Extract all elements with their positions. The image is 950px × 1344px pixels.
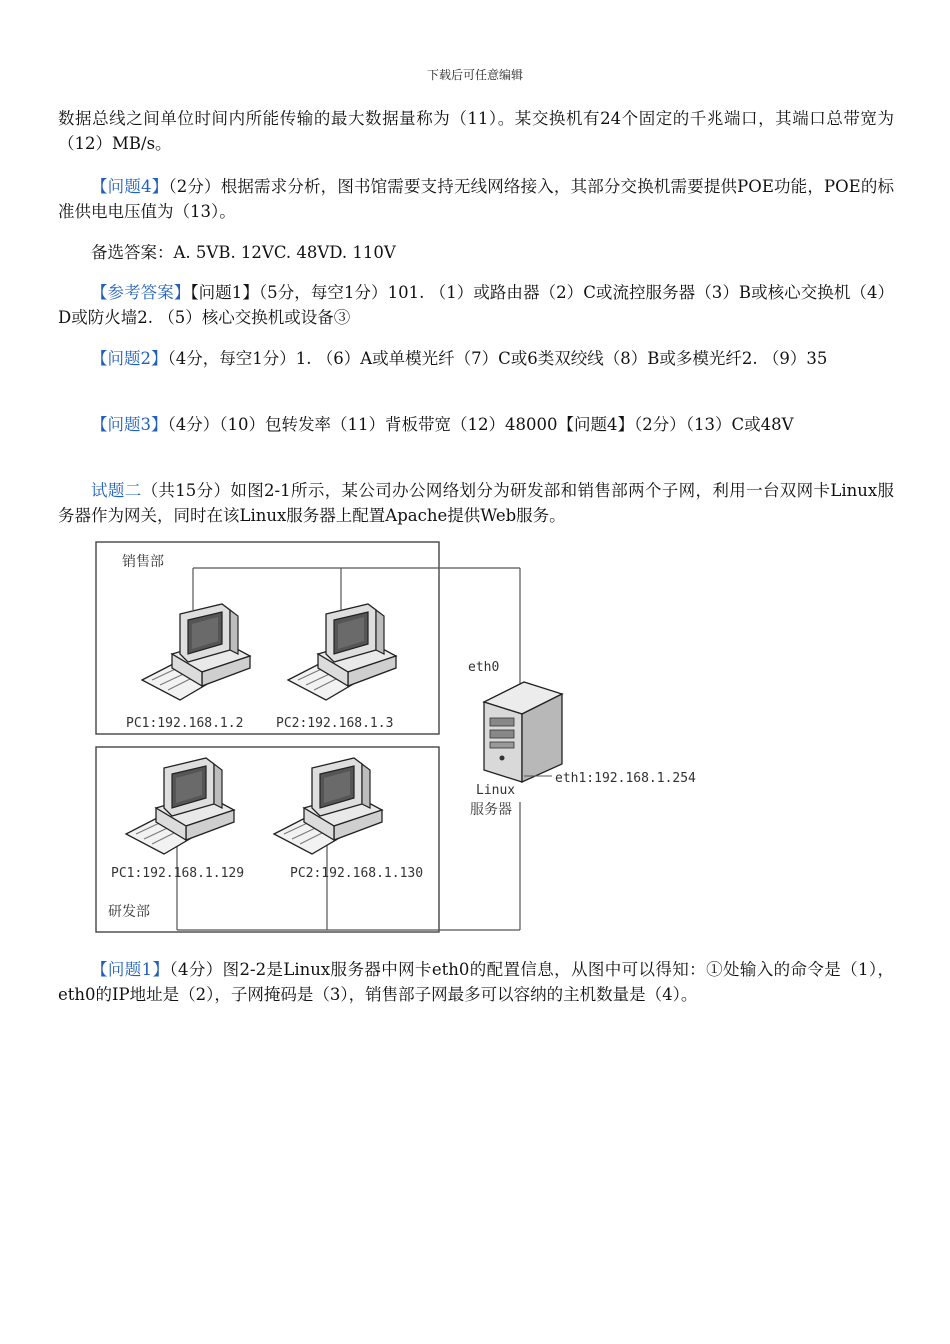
rd-dept-label: 研发部 xyxy=(108,904,150,920)
question-tag: 【参考答案】 xyxy=(91,283,191,302)
pc-sales-1-label: PC1:192.168.1.2 xyxy=(126,716,244,731)
paragraph-bus-bandwidth xyxy=(58,106,894,156)
paragraph-text: （4分）图2-2是Linux服务器中网卡eth0的配置信息，从图中可以得知：①处输入的命令是（1），eth0的IP地址是（2），子网掩码是（3），销售部子网最多可以容纳的主机数量是（4）。 xyxy=(58,960,894,1004)
paragraph-question-4 xyxy=(58,174,894,224)
pc-rd-2-icon xyxy=(274,758,382,854)
network-diagram xyxy=(94,538,714,938)
server-label-line1: Linux xyxy=(476,783,516,798)
pc-rd-1-icon xyxy=(126,758,234,854)
question-tag: 【问题1】 xyxy=(91,960,170,979)
paragraph-text: （4分）（10）包转发率（11）背板带宽（12）48000【问题4】（2分）（13）C或48V xyxy=(167,415,794,434)
eth1-label: eth1:192.168.1.254 xyxy=(555,771,696,786)
paragraph-reference-answer xyxy=(58,280,894,330)
paragraph-text: （共15分）如图2-1所示，某公司办公网络划分为研发部和销售部两个子网，利用一台双网卡Linux服务器作为网关，同时在该Linux服务器上配置Apache提供Web服务。 xyxy=(58,481,895,525)
paragraph-text: 备选答案：A. 5VB. 12VC. 48VD. 110V xyxy=(91,243,396,262)
pc-rd-2-label: PC2:192.168.1.130 xyxy=(290,866,424,881)
paragraph-text: 【问题1】（5分，每空1分）101. （1）或路由器（2）C或流控服务器（3）B或核心交换机（4）D或防火墙2. （5）核心交换机或设备③ xyxy=(58,283,895,327)
network-diagram-svg xyxy=(94,538,714,938)
page-header: 下载后可任意编辑 xyxy=(426,68,523,82)
question-tag: 【问题3】 xyxy=(91,415,168,434)
paragraph-text: （4分，每空1分）1. （6）A或单模光纤（7）C或6类双绞线（8）B或多模光纤2. （9）35 xyxy=(167,349,828,368)
question-tag: 【问题4】 xyxy=(91,177,169,196)
pc-sales-2-label: PC2:192.168.1.3 xyxy=(276,716,394,731)
question-tag: 【问题2】 xyxy=(91,349,168,368)
paragraph-question-1 xyxy=(58,957,894,1007)
pc-rd-1-label: PC1:192.168.1.129 xyxy=(111,866,245,881)
paragraph-text: 数据总线之间单位时间内所能传输的最大数据量称为（11）。某交换机有24个固定的千兆端口，其端口总带宽为（12）MB/s。 xyxy=(58,109,894,153)
server-label-line2: 服务器 xyxy=(470,802,512,818)
eth0-label: eth0 xyxy=(468,660,500,675)
question-tag: 试题二 xyxy=(91,481,142,500)
paragraph-text: （2分）根据需求分析，图书馆需要支持无线网络接入，其部分交换机需要提供POE功能，POE的标准供电电压值为（13）。 xyxy=(58,177,894,221)
pc-sales-1-icon xyxy=(142,604,250,700)
sales-dept-label: 销售部 xyxy=(122,554,164,570)
paragraph-answer-2 xyxy=(58,346,894,371)
paragraph-options xyxy=(58,240,894,265)
pc-sales-2-icon xyxy=(288,604,396,700)
paragraph-answer-3 xyxy=(58,412,894,437)
linux-server-icon xyxy=(484,682,562,782)
paragraph-exam-2 xyxy=(58,478,894,528)
sales-subnet-box xyxy=(96,542,439,734)
